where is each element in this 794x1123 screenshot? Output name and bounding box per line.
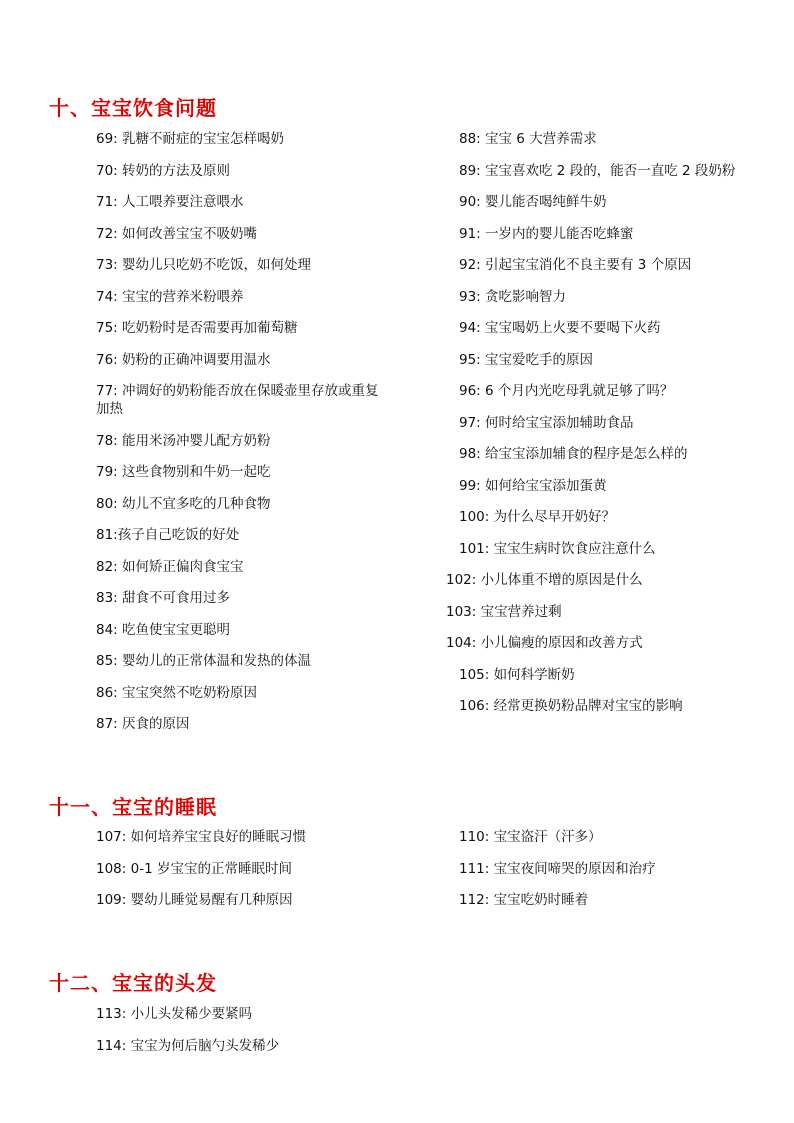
toc-item[interactable]: 85: 婴幼儿的正常体温和发热的体温: [96, 653, 312, 669]
toc-item[interactable]: 112: 宝宝吃奶时睡着: [459, 892, 589, 908]
toc-item[interactable]: 97: 何时给宝宝添加辅助食品: [459, 415, 634, 431]
section-title: 十一、宝宝的睡眠: [49, 795, 217, 819]
toc-item[interactable]: 114: 宝宝为何后脑勺头发稀少: [96, 1038, 280, 1054]
toc-item[interactable]: 103: 宝宝营养过剩: [446, 604, 562, 620]
toc-item[interactable]: 90: 婴儿能否喝纯鲜牛奶: [459, 194, 607, 210]
toc-item[interactable]: 111: 宝宝夜间啼哭的原因和治疗: [459, 861, 656, 877]
toc-item[interactable]: 74: 宝宝的营养米粉喂养: [96, 289, 244, 305]
toc-item[interactable]: 109: 婴幼儿睡觉易醒有几种原因: [96, 892, 293, 908]
toc-item[interactable]: 107: 如何培养宝宝良好的睡眠习惯: [96, 829, 307, 845]
toc-item[interactable]: 82: 如何矫正偏肉食宝宝: [96, 559, 244, 575]
section-title: 十、宝宝饮食问题: [49, 96, 217, 120]
toc-item[interactable]: 87: 厌食的原因: [96, 716, 190, 732]
toc-item[interactable]: 79: 这些食物别和牛奶一起吃: [96, 464, 271, 480]
toc-item[interactable]: 106: 经常更换奶粉品牌对宝宝的影响: [459, 698, 683, 714]
toc-item[interactable]: 81:孩子自己吃饭的好处: [96, 527, 240, 543]
toc-item[interactable]: 88: 宝宝 6 大营养需求: [459, 131, 597, 147]
toc-item[interactable]: 95: 宝宝爱吃手的原因: [459, 352, 594, 368]
toc-item[interactable]: 104: 小儿偏瘦的原因和改善方式: [446, 635, 643, 651]
toc-item[interactable]: 78: 能用米汤冲婴儿配方奶粉: [96, 433, 271, 449]
toc-item[interactable]: 86: 宝宝突然不吃奶粉原因: [96, 685, 258, 701]
toc-item[interactable]: 84: 吃鱼使宝宝更聪明: [96, 622, 231, 638]
toc-item[interactable]: 77: 冲调好的奶粉能否放在保暖壶里存放或重复加热: [96, 383, 379, 417]
toc-item[interactable]: 73: 婴幼儿只吃奶不吃饭，如何处理: [96, 257, 312, 273]
toc-item[interactable]: 101: 宝宝生病时饮食应注意什么: [459, 541, 656, 557]
toc-item[interactable]: 75: 吃奶粉时是否需要再加葡萄糖: [96, 320, 298, 336]
toc-item[interactable]: 108: 0-1 岁宝宝的正常睡眠时间: [96, 861, 292, 877]
toc-item[interactable]: 98: 给宝宝添加辅食的程序是怎么样的: [459, 446, 688, 462]
toc-item[interactable]: 96: 6 个月内光吃母乳就足够了吗？: [459, 383, 674, 399]
toc-item[interactable]: 80: 幼儿不宜多吃的几种食物: [96, 496, 271, 512]
toc-item[interactable]: 93: 贪吃影响智力: [459, 289, 567, 305]
toc-item[interactable]: 113: 小儿头发稀少要紧吗: [96, 1006, 253, 1022]
toc-item[interactable]: 72: 如何改善宝宝不吸奶嘴: [96, 226, 258, 242]
toc-item[interactable]: 70: 转奶的方法及原则: [96, 163, 231, 179]
toc-item[interactable]: 105: 如何科学断奶: [459, 667, 575, 683]
section-title: 十二、宝宝的头发: [49, 971, 217, 995]
toc-item[interactable]: 92: 引起宝宝消化不良主要有 3 个原因: [459, 257, 692, 273]
toc-item[interactable]: 94: 宝宝喝奶上火要不要喝下火药: [459, 320, 661, 336]
toc-item[interactable]: 71: 人工喂养要注意喂水: [96, 194, 244, 210]
toc-item[interactable]: 83: 甜食不可食用过多: [96, 590, 231, 606]
toc-item[interactable]: 89: 宝宝喜欢吃 2 段的，能否一直吃 2 段奶粉: [459, 163, 736, 179]
toc-item[interactable]: 91: 一岁内的婴儿能否吃蜂蜜: [459, 226, 634, 242]
toc-item[interactable]: 110: 宝宝盗汗（汗多）: [459, 829, 602, 845]
toc-item[interactable]: 69: 乳糖不耐症的宝宝怎样喝奶: [96, 131, 285, 147]
toc-item[interactable]: 76: 奶粉的正确冲调要用温水: [96, 352, 271, 368]
toc-item[interactable]: 99: 如何给宝宝添加蛋黄: [459, 478, 607, 494]
toc-item[interactable]: 102: 小儿体重不增的原因是什么: [446, 572, 643, 588]
toc-item[interactable]: 100: 为什么尽早开奶好？: [459, 509, 616, 525]
